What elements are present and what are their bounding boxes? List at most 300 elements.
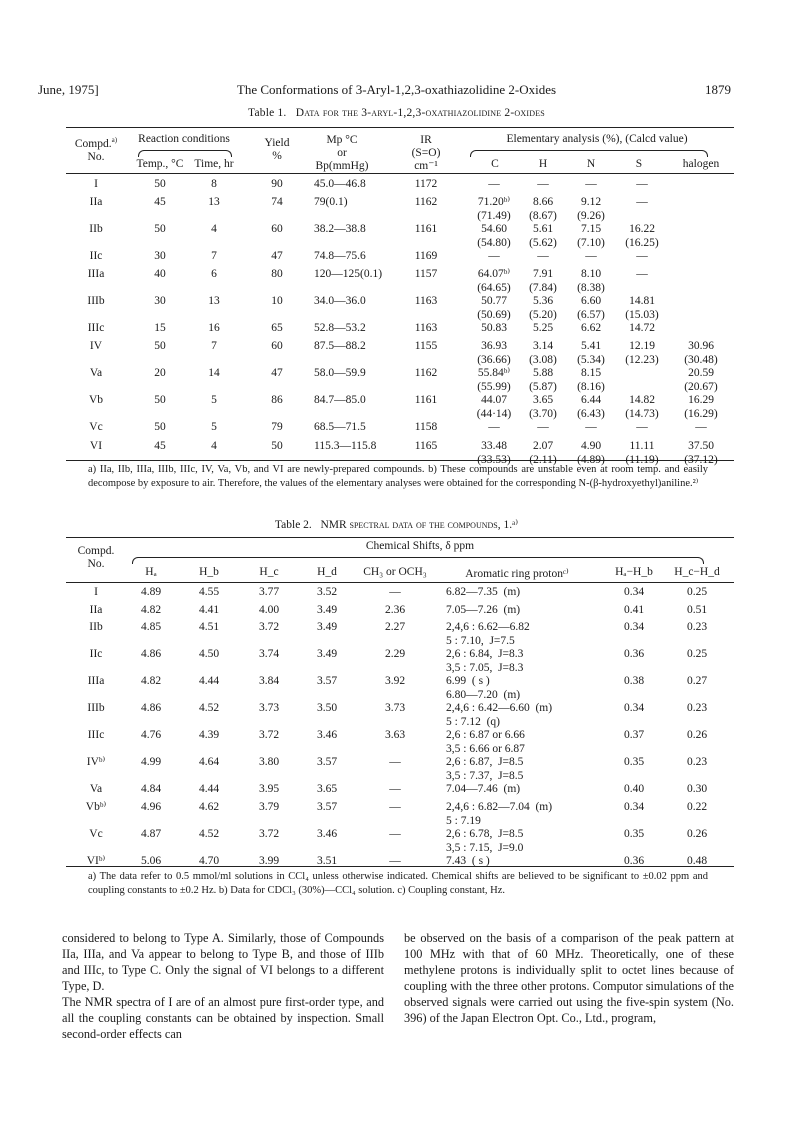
table1-cell-h [520,295,566,322]
table2-cell-arom1 [446,828,616,855]
table1-row [66,223,734,253]
table1-cell-temp [132,250,188,264]
table2-cell-ha [128,783,174,797]
table1-value: — [585,178,597,190]
table1-value: 3.65 [532,394,554,406]
table2-cell-ha [128,828,174,842]
table1-cell-no [70,178,122,192]
table1-value: 13 [208,196,220,208]
table2-value: 3.50 [316,702,338,714]
table2-value: 4.50 [198,648,220,660]
table1-cell-n [568,178,614,192]
table2-cell-me [352,702,438,716]
table1-cell-no [70,196,122,210]
table1-value: 2.07 [532,440,554,452]
table2-value: 0.51 [686,604,708,616]
table2-cell-hab [604,586,664,600]
table1-value: 16 [208,322,220,334]
table1-cell-yield [252,421,302,435]
table1-cell-yield [252,322,302,336]
table2-cell-hb [186,702,232,716]
table1-calcd-value: (3.70) [529,407,557,420]
table1-value: 38.2—38.8 [314,223,366,235]
table1-cell-n [568,367,614,394]
table1-cell-temp [132,268,188,282]
table2-cell-ha [128,801,174,815]
table2-value: 0.35 [623,756,645,768]
table1-value: 4 [211,223,217,235]
table1-value: 6 [211,268,217,280]
table1-calcd-value: (14.73) [625,407,659,420]
table1-calcd-value: (7.84) [529,281,557,294]
table1-value: 8.10 [580,268,602,280]
table1-value: — [695,421,707,433]
table1-cell-yield [252,340,302,354]
t2-head-hb: H_b [199,566,219,578]
table2-cell-no [70,702,122,716]
table1-value: 1172 [414,178,438,190]
table1-value: 40 [154,268,166,280]
table1-cell-s [614,268,670,282]
table1-value: 55.84ᵇ⁾ [477,367,511,379]
table2-cell-ha [128,621,174,635]
table1-cell-no [70,322,122,336]
table1-cell-s [614,322,670,336]
table2-value: 2.36 [384,604,406,616]
table2-cell-ha [128,756,174,770]
table1-cell-c [470,322,518,336]
table2-value: 4.82 [140,604,162,616]
table1-value: 50 [154,394,166,406]
table1-calcd-value: (50.69) [477,308,511,321]
table1-cell-ir [402,367,450,381]
table1-cell-temp [132,196,188,210]
table2-cell-no [70,855,122,869]
table1-cell-h [520,367,566,394]
table1-cell-n [568,268,614,295]
table2-cell-hcd [666,801,728,815]
table1-cell-n [568,295,614,322]
table2-value: 4.86 [140,648,162,660]
table2-cell-me [352,621,438,635]
table1-value: 45 [154,196,166,208]
table2-cell-hb [186,729,232,743]
table1-cell-temp [132,223,188,237]
table1-cell-n [568,196,614,223]
table2-value: 4.51 [198,621,220,633]
table1-value: 1158 [414,421,438,433]
table1-value: 5 [211,394,217,406]
table2-shifts-brace [132,557,704,564]
table1-cell-c [470,367,518,394]
table2-value: 3.80 [258,756,280,768]
table2-value: 0.30 [686,783,708,795]
table1-cell-c [470,223,518,250]
table1-value: — [636,196,648,208]
t1-head-n: N [586,158,596,170]
table1-cell-temp [132,178,188,192]
table2-cell-hc [246,648,292,662]
table1-value: 1162 [414,196,438,208]
table1-cell-s [614,250,670,264]
t2-head-methyl: CH₃ or OCH₃ [363,566,427,578]
table2-cell-no [70,621,122,635]
table1-value: 1165 [414,440,438,452]
table2-cell-hab [604,756,664,770]
table2-value-line2: 5 : 7.10, J=7.5 [446,634,515,647]
table2-value: — [389,586,401,598]
table2-cell-no [70,648,122,662]
table2-value: 4.44 [198,675,220,687]
table1-cell-time [188,268,240,282]
table2-cell-hc [246,729,292,743]
table1-value: 30 [154,250,166,262]
t2-head-aromatic: Aromatic ring protonᶜ⁾ [465,568,569,580]
header-date: June, 1975] [38,82,99,97]
table1-cell-mp [302,394,414,408]
table2-value: 0.48 [686,855,708,867]
table1-cell-temp [132,340,188,354]
table1-value: 3.14 [532,340,554,352]
table2-value: 4.55 [198,586,220,598]
table1-cell-s [614,178,670,192]
table1-calcd-value: (3.08) [529,353,557,366]
table2-cell-hb [186,586,232,600]
table1-cell-x [670,394,732,421]
table1-value: IIb [89,223,103,235]
table2-cell-hcd [666,729,728,743]
table1-cell-n [568,340,614,367]
table2-value: IIc [89,648,103,660]
table2-caption [0,517,793,531]
table2-value: 0.34 [623,801,645,813]
table1-value: 14.81 [629,295,655,307]
table1-calcd-value: (4.89) [577,453,605,466]
table2-caption-text: NMR spectral data of the compounds, 1.ᵃ⁾ [320,519,519,531]
t1-head-s: S [635,158,643,170]
table2-cell-ha [128,855,174,869]
table1-value: 8 [211,178,217,190]
table2-value: 3.72 [258,621,280,633]
table2-value: 0.23 [686,621,708,633]
table2-row [66,621,734,649]
table2-value: IIIb [87,702,105,714]
table1-value: 58.0—59.9 [314,367,366,379]
body-column-right: be observed on the basis of a comparison of the peak pattern at 100 MHz with that of 60 MHz. Theoretically, one of these methylene protons is individually split to octet lines because of coupling with the three other protons. Computor simulations of the observed signals were carried out using the five-spin system (No. 396) of the Japan Electron Opt. Co., Ltd., program, [404,931,734,1025]
table1-cell-h [520,322,566,336]
table1-value: — [636,268,648,280]
table1-calcd-value: (5.87) [529,380,557,393]
table2-value: 4.87 [140,828,162,840]
table1-cell-c [470,250,518,264]
table2-value: 2,6 : 6.87 or 6.66 [446,729,525,741]
table1-value: 36.93 [481,340,507,352]
table2-value: 0.36 [623,648,645,660]
table1-calcd-value: (16.25) [625,236,659,249]
table1-value: 1161 [414,394,438,406]
table2-value: 3.46 [316,828,338,840]
t2-head-ha-hb: Hₐ−H_b [615,566,653,578]
table2-cell-hcd [666,648,728,662]
table1-value: 7 [211,250,217,262]
table2-cell-hab [604,702,664,716]
table1-value: 14 [208,367,220,379]
table2-cell-arom1 [446,604,616,618]
table1-value: IIIb [87,295,105,307]
table1-calcd-value: (16.29) [684,407,718,420]
table2-value: Vbᵇ⁾ [85,801,107,813]
table2-value: — [389,756,401,768]
table1-cell-x [670,421,732,435]
table2-cell-no [70,783,122,797]
table1-calcd-value: (6.57) [577,308,605,321]
table2-value: 7.04—7.46 (m) [446,783,521,795]
t2-head-hd: H_d [317,566,337,578]
t1-head-h: H [538,158,548,170]
table1-value: 50 [271,440,283,452]
table2-value: 0.26 [686,729,708,741]
table2-value: 4.70 [198,855,220,867]
table1-cell-time [188,340,240,354]
table2-value: 0.27 [686,675,708,687]
table1-cell-ir [402,295,450,309]
table1-cell-n [568,223,614,250]
table1-cell-x [670,367,732,394]
table1-cell-h [520,421,566,435]
table1-row [66,295,734,325]
table1-value: IIIc [87,322,105,334]
table2-value-line2: 6.80—7.20 (m) [446,688,521,701]
table1-value: 16.29 [688,394,714,406]
table1-value: 45 [154,440,166,452]
table1-cell-h [520,394,566,421]
table1-cell-x [670,340,732,367]
table1-value: 12.19 [629,340,655,352]
table1-value: 120—125(0.1) [314,268,383,280]
table2-value: 3.49 [316,604,338,616]
table1-value: 50.83 [481,322,507,334]
table2-cell-hcd [666,621,728,635]
table2-value: 3.92 [384,675,406,687]
t2-head-hc-hd: H_c−H_d [674,566,720,578]
table2-value: 4.62 [198,801,220,813]
table1-calcd-value: (8.16) [577,380,605,393]
table1-value: IV [89,340,103,352]
table2-value: IVᵇ⁾ [86,756,106,768]
table1-cell-no [70,340,122,354]
table1-value: — [585,250,597,262]
table1-cell-c [470,295,518,322]
table1-value: 7.15 [580,223,602,235]
table1-cell-ir [402,250,450,264]
table1-value: IIIa [87,268,105,280]
t1-head-c: C [491,158,499,170]
table2-row [66,756,734,784]
table1-cell-mp [302,268,414,282]
table1-calcd-value: (6.43) [577,407,605,420]
table1-value: 9.12 [580,196,602,208]
table1-cell-mp [302,367,414,381]
table1-value: 30.96 [688,340,714,352]
table2-value: 4.00 [258,604,280,616]
table1-value: 1163 [414,322,438,334]
table2-value: 3.74 [258,648,280,660]
table1-header-rule [66,173,734,174]
table1-cell-yield [252,440,302,454]
table2-cell-no [70,756,122,770]
table1-calcd-value: (8.67) [529,209,557,222]
body-column-left: considered to belong to Type A. Similarly, those of Compounds IIa, IIIa, and Va appear to belong to Type B, and those of IIIb and IIIc, to Type C. Only the signal of VI belongs to a different Type, D. The NMR spectra of I are of an almost pure first-order type, and all the coupling constants can be obtained by inspection. Small second-order effects can [62,931,384,1041]
table2-cell-me [352,783,438,797]
table1-calcd-value: (5.34) [577,353,605,366]
table1-value: 50.77 [481,295,507,307]
table2-value: 3.73 [258,702,280,714]
table2-value: IIb [89,621,103,633]
table2-cell-hab [604,621,664,635]
table2-value-line2: 5 : 7.12 (q) [446,715,500,728]
table1-cell-ir [402,394,450,408]
table2-value: — [389,855,401,867]
table2-value: 7.05—7.26 (m) [446,604,521,616]
table1-value: 5.88 [532,367,554,379]
table1-value: — [488,421,500,433]
table2-cell-hd [304,756,350,770]
table1-cell-yield [252,367,302,381]
table1-cell-yield [252,268,302,282]
table1-cell-no [70,250,122,264]
table1-cell-no [70,421,122,435]
table1-cell-temp [132,295,188,309]
table2-value: 0.34 [623,702,645,714]
table2-value: 0.25 [686,648,708,660]
table1-value: — [537,250,549,262]
table2-cell-me [352,586,438,600]
table2-value: 3.65 [316,783,338,795]
table2-cell-hd [304,801,350,815]
table1-cell-no [70,295,122,309]
table1-value: Vc [89,421,103,433]
table2-value: 2,6 : 6.84, J=8.3 [446,648,524,660]
table2-value: 3.52 [316,586,338,598]
t1-head-temp: Temp., °C [136,158,184,170]
table1-cell-time [188,421,240,435]
table1-calcd-value: (54.80) [477,236,511,249]
table2-row [66,828,734,856]
table2-row [66,801,734,829]
table2-cell-hb [186,801,232,815]
table2-value: 4.96 [140,801,162,813]
table2-cell-hc [246,675,292,689]
table2-cell-no [70,801,122,815]
table2-cell-hcd [666,675,728,689]
table1-value: 50 [154,223,166,235]
t1-head-halogen: halogen [682,158,720,170]
table2-value: 4.64 [198,756,220,768]
table1-calcd-value: (36.66) [477,353,511,366]
table1-cell-c [470,394,518,421]
table2-caption-label: Table 2. [274,519,312,531]
table1-cell-ir [402,340,450,354]
table2-cell-hcd [666,855,728,869]
table1-reaction-brace [138,150,232,157]
table1-cell-no [70,394,122,408]
table2-cell-hd [304,702,350,716]
table1-cell-time [188,178,240,192]
table1-value: 15 [154,322,166,334]
table2-value: 0.36 [623,855,645,867]
table2-cell-no [70,586,122,600]
table2-value-line2: 3,5 : 7.05, J=8.3 [446,661,524,674]
table2-value: 0.34 [623,586,645,598]
table1-value: 74.8—75.6 [314,250,366,262]
table1-cell-yield [252,223,302,237]
table2-value: 3.72 [258,828,280,840]
table1-value: 1163 [414,295,438,307]
table2-cell-no [70,828,122,842]
table2-cell-arom1 [446,855,616,869]
table1-cell-time [188,196,240,210]
table2-value: 0.35 [623,828,645,840]
table1-value: IIa [89,196,103,208]
table2-value: 0.40 [623,783,645,795]
table2-value: 6.82—7.35 (m) [446,586,521,598]
table2-value: 3.51 [316,855,338,867]
table2-value: 6.99 ( s ) [446,675,490,687]
table1-row [66,268,734,298]
table1-cell-time [188,250,240,264]
table1-value: 1155 [414,340,438,352]
table2-cell-hd [304,621,350,635]
table1-value: 11.11 [629,440,655,452]
table1-value: 5 [211,421,217,433]
table2-cell-hcd [666,756,728,770]
table2-cell-me [352,675,438,689]
table2-value: 2,4,6 : 6.62—6.82 [446,621,530,633]
table1-calcd-value: (5.62) [529,236,557,249]
table1-value: 74 [271,196,283,208]
table2-cell-me [352,648,438,662]
table1-value: 5.61 [532,223,554,235]
table1-cell-no [70,367,122,381]
t1-head-ir: IR (S=O) cm⁻¹ [411,134,441,172]
table1-caption [0,107,793,119]
table2-header-rule [66,582,734,583]
table2-value: 3.57 [316,801,338,813]
table2-cell-hd [304,648,350,662]
table1-value: — [488,250,500,262]
table1-value: 14.72 [629,322,655,334]
table1-value: — [488,178,500,190]
table1-cell-h [520,196,566,223]
table1-value: 1162 [414,367,438,379]
table2-value: 0.23 [686,702,708,714]
table2-value: 4.85 [140,621,162,633]
table1-cell-mp [302,250,414,264]
table2-value: 4.41 [198,604,220,616]
table2-value: 4.89 [140,586,162,598]
table1-value: — [537,421,549,433]
table1-value: 115.3—115.8 [314,440,377,452]
table1-cell-mp [302,440,414,454]
t1-head-time: Time, hr [194,158,234,170]
table1-cell-ir [402,223,450,237]
table1-value: 8.66 [532,196,554,208]
table1-value: 80 [271,268,283,280]
table1-value: 5.25 [532,322,554,334]
table1-value: 4 [211,440,217,452]
table1-calcd-value: (33.53) [477,453,511,466]
table2-value-line2: 3,5 : 7.37, J=8.5 [446,769,524,782]
